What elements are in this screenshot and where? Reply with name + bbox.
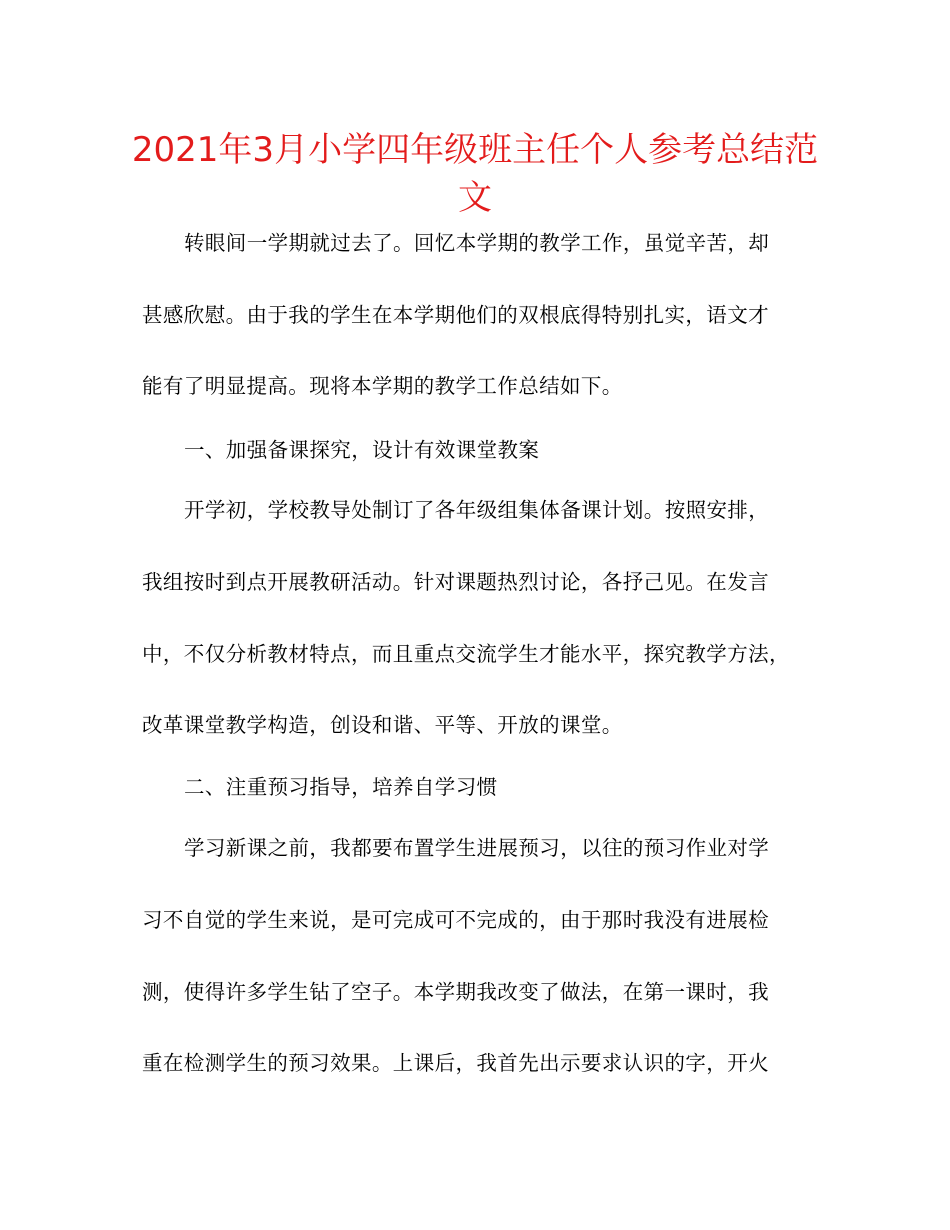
paragraph-line: 能有了明显提高。现将本学期的教学工作总结如下。	[142, 374, 623, 398]
paragraph-line: 习不自觉的学生来说，是可完成可不完成的，由于那时我没有进展检	[142, 908, 769, 932]
document-title	[0, 126, 950, 222]
section-heading: 二、注重预习指导，培养自学习惯	[184, 775, 498, 799]
paragraph-line: 改革课堂教学构造，创设和谐、平等、开放的课堂。	[142, 713, 623, 737]
paragraph-line: 甚感欣慰。由于我的学生在本学期他们的双根底得特别扎实，语文才	[142, 303, 769, 327]
paragraph-line: 测，使得许多学生钻了空子。本学期我改变了做法，在第一课时，我	[142, 980, 769, 1004]
title-line-1: 2021年3月小学四年级班主任个人参考总结范	[131, 130, 819, 170]
section-heading: 一、加强备课探究，设计有效课堂教案	[184, 438, 540, 462]
paragraph-line: 学习新课之前，我都要布置学生进展预习，以往的预习作业对学	[184, 836, 770, 860]
paragraph-line: 我组按时到点开展教研活动。针对课题热烈讨论，各抒己见。在发言	[142, 570, 769, 594]
paragraph-line: 重在检测学生的预习效果。上课后，我首先出示要求认识的字，开火	[142, 1051, 769, 1075]
paragraph-line: 开学初，学校教导处制订了各年级组集体备课计划。按照安排，	[184, 498, 770, 522]
title-line-2: 文	[458, 178, 492, 218]
paragraph-line: 转眼间一学期就过去了。回忆本学期的教学工作，虽觉辛苦，却	[184, 231, 770, 255]
paragraph-line: 中，不仅分析教材特点，而且重点交流学生才能水平，探究教学方法，	[142, 642, 790, 666]
